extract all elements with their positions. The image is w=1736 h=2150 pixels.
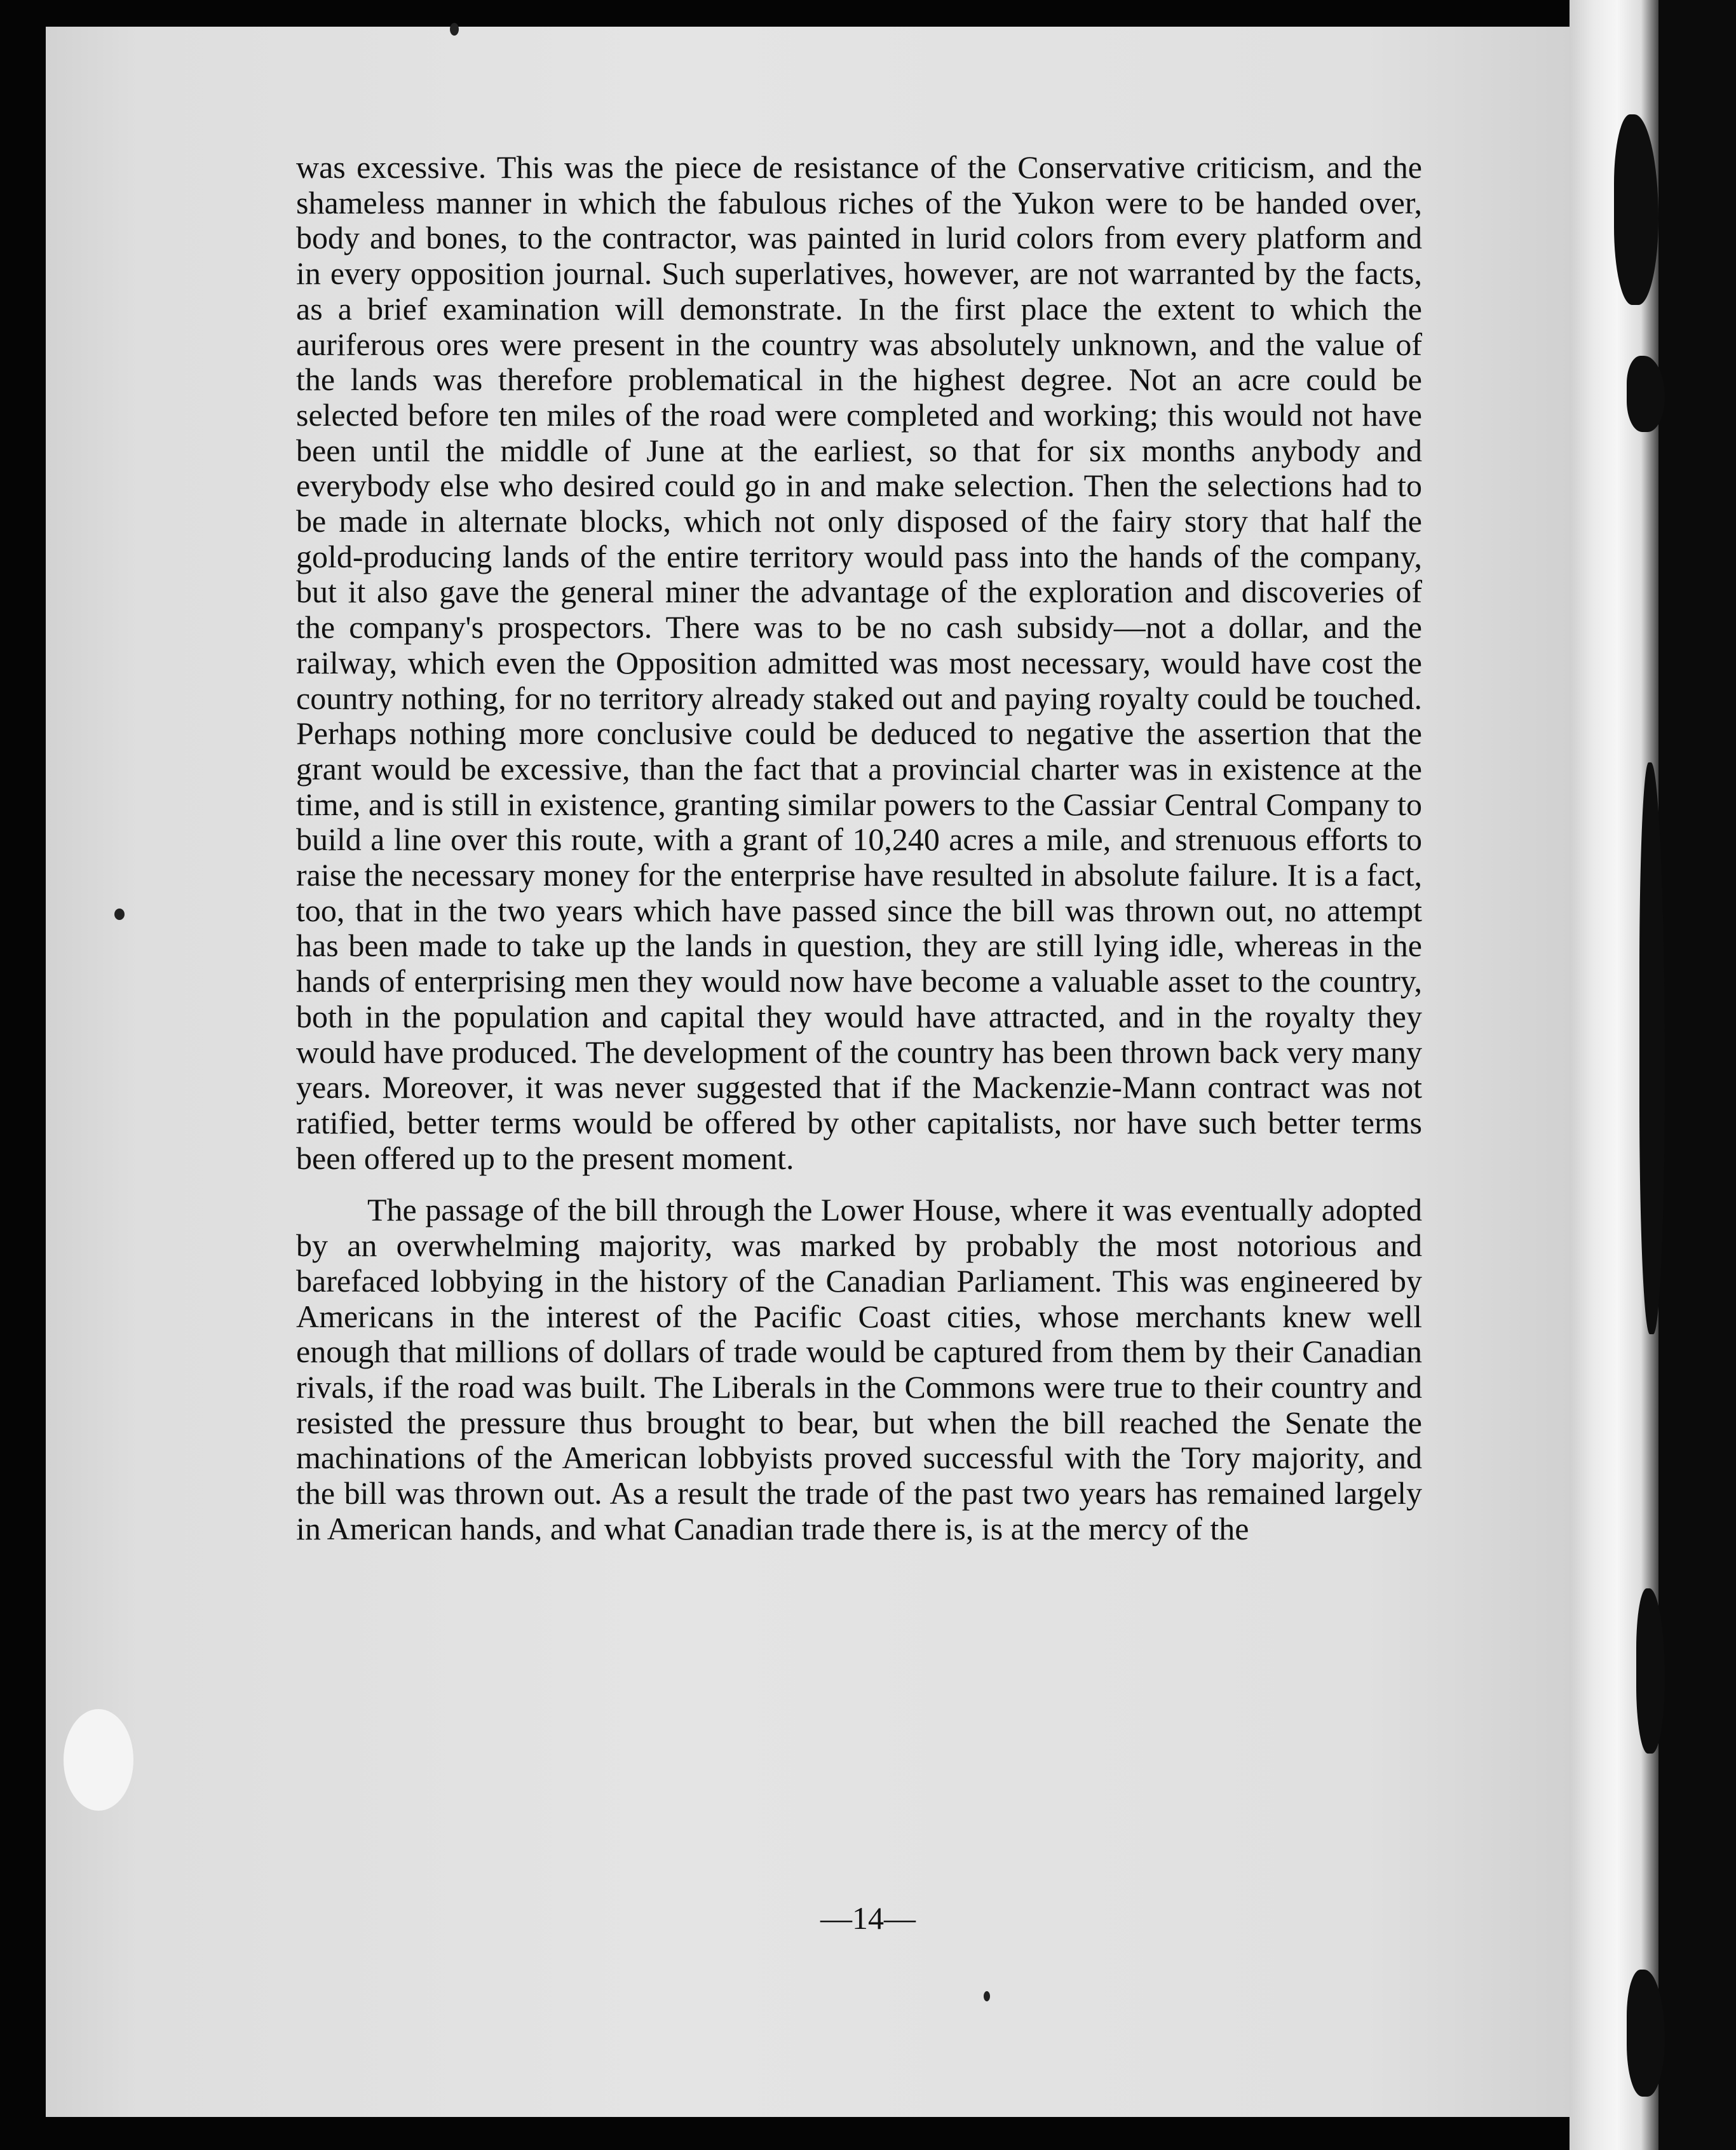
page-number: —14— <box>820 1900 916 1936</box>
ink-speck <box>450 23 459 36</box>
paper-hole <box>64 1709 133 1811</box>
paragraph-1: was excessive. This was the piece de resistance of the Conservative criticism, and the shameless manner in which the fabulous riches of the Yukon were to be handed over, body and bones, to the contractor, was painted in lurid colors from every platform and in every opposition journal. Such superlatives, however, are not warranted by the facts, as a brief examination will demonstrate. In the first place the extent to which the auriferous ores were present in the country was absolutely unknown, and the value of the lands was therefore problematical in the highest degree. Not an acre could be selected before ten miles of the road were completed and working; this would not have been until the middle of June at the earliest, so that for six months anybody and everybody else who desired could go in and make selection. Then the selections had to be made in alternate blocks, which not only disposed of the fairy story that half the gold-producing lands of the entire territory would pass into the hands of the company, but it also gave the general miner the advantage of the exploration and discoveries of the company's prospectors. There was to be no cash subsidy—not a dollar, and the railway, which even the Opposition admitted was most necessary, would have cost the country nothing, for no territory already staked out and paying royalty could be touched. Perhaps nothing more conclusive could be deduced to negative the assertion that the grant would be excessive, than the fact that a provincial charter was in existence at the time, and is still in existence, granting similar powers to the Cassiar Central Company to build a line over this route, with a grant of 10,240 acres a mile, and strenuous efforts to raise the necessary money for the enterprise have resulted in absolute failure. It is a fact, too, that in the two years which have passed since the bill was thrown out, no attempt has been made to take up the lands in question, they are still lying idle, whereas in the hands of enterprising men they would now have become a valuable asset to the country, both in the population and capital they would have attracted, and in the royalty they would have produced. The development of the country has been thrown back very many years. Moreover, it was never suggested that if the Mackenzie-Mann contract was not ratified, better terms would be offered by other capitalists, nor have such better terms been offered up to the present moment. <box>296 149 1422 1176</box>
body-text <box>296 150 1422 1546</box>
spine-shadow <box>1658 0 1736 2150</box>
ink-speck <box>114 909 125 920</box>
ink-speck <box>984 1991 990 2001</box>
paragraph-2: The passage of the bill through the Lower House, where it was eventually adopted by an overwhelming majority, was marked by probably the most notorious and barefaced lobbying in the history of the Canadian Parliament. This was engineered by Americans in the interest of the Pacific Coast cities, whose merchants knew well enough that millions of dollars of trade would be captured from them by their Canadian rivals, if the road was built. The Liberals in the Commons were true to their country and resisted the pressure thus brought to bear, but when the bill reached the Senate the machinations of the American lobbyists proved successful with the Tory majority, and the bill was thrown out. As a result the trade of the past two years has remained largely in American hands, and what Canadian trade there is, is at the mercy of the <box>296 1192 1422 1546</box>
